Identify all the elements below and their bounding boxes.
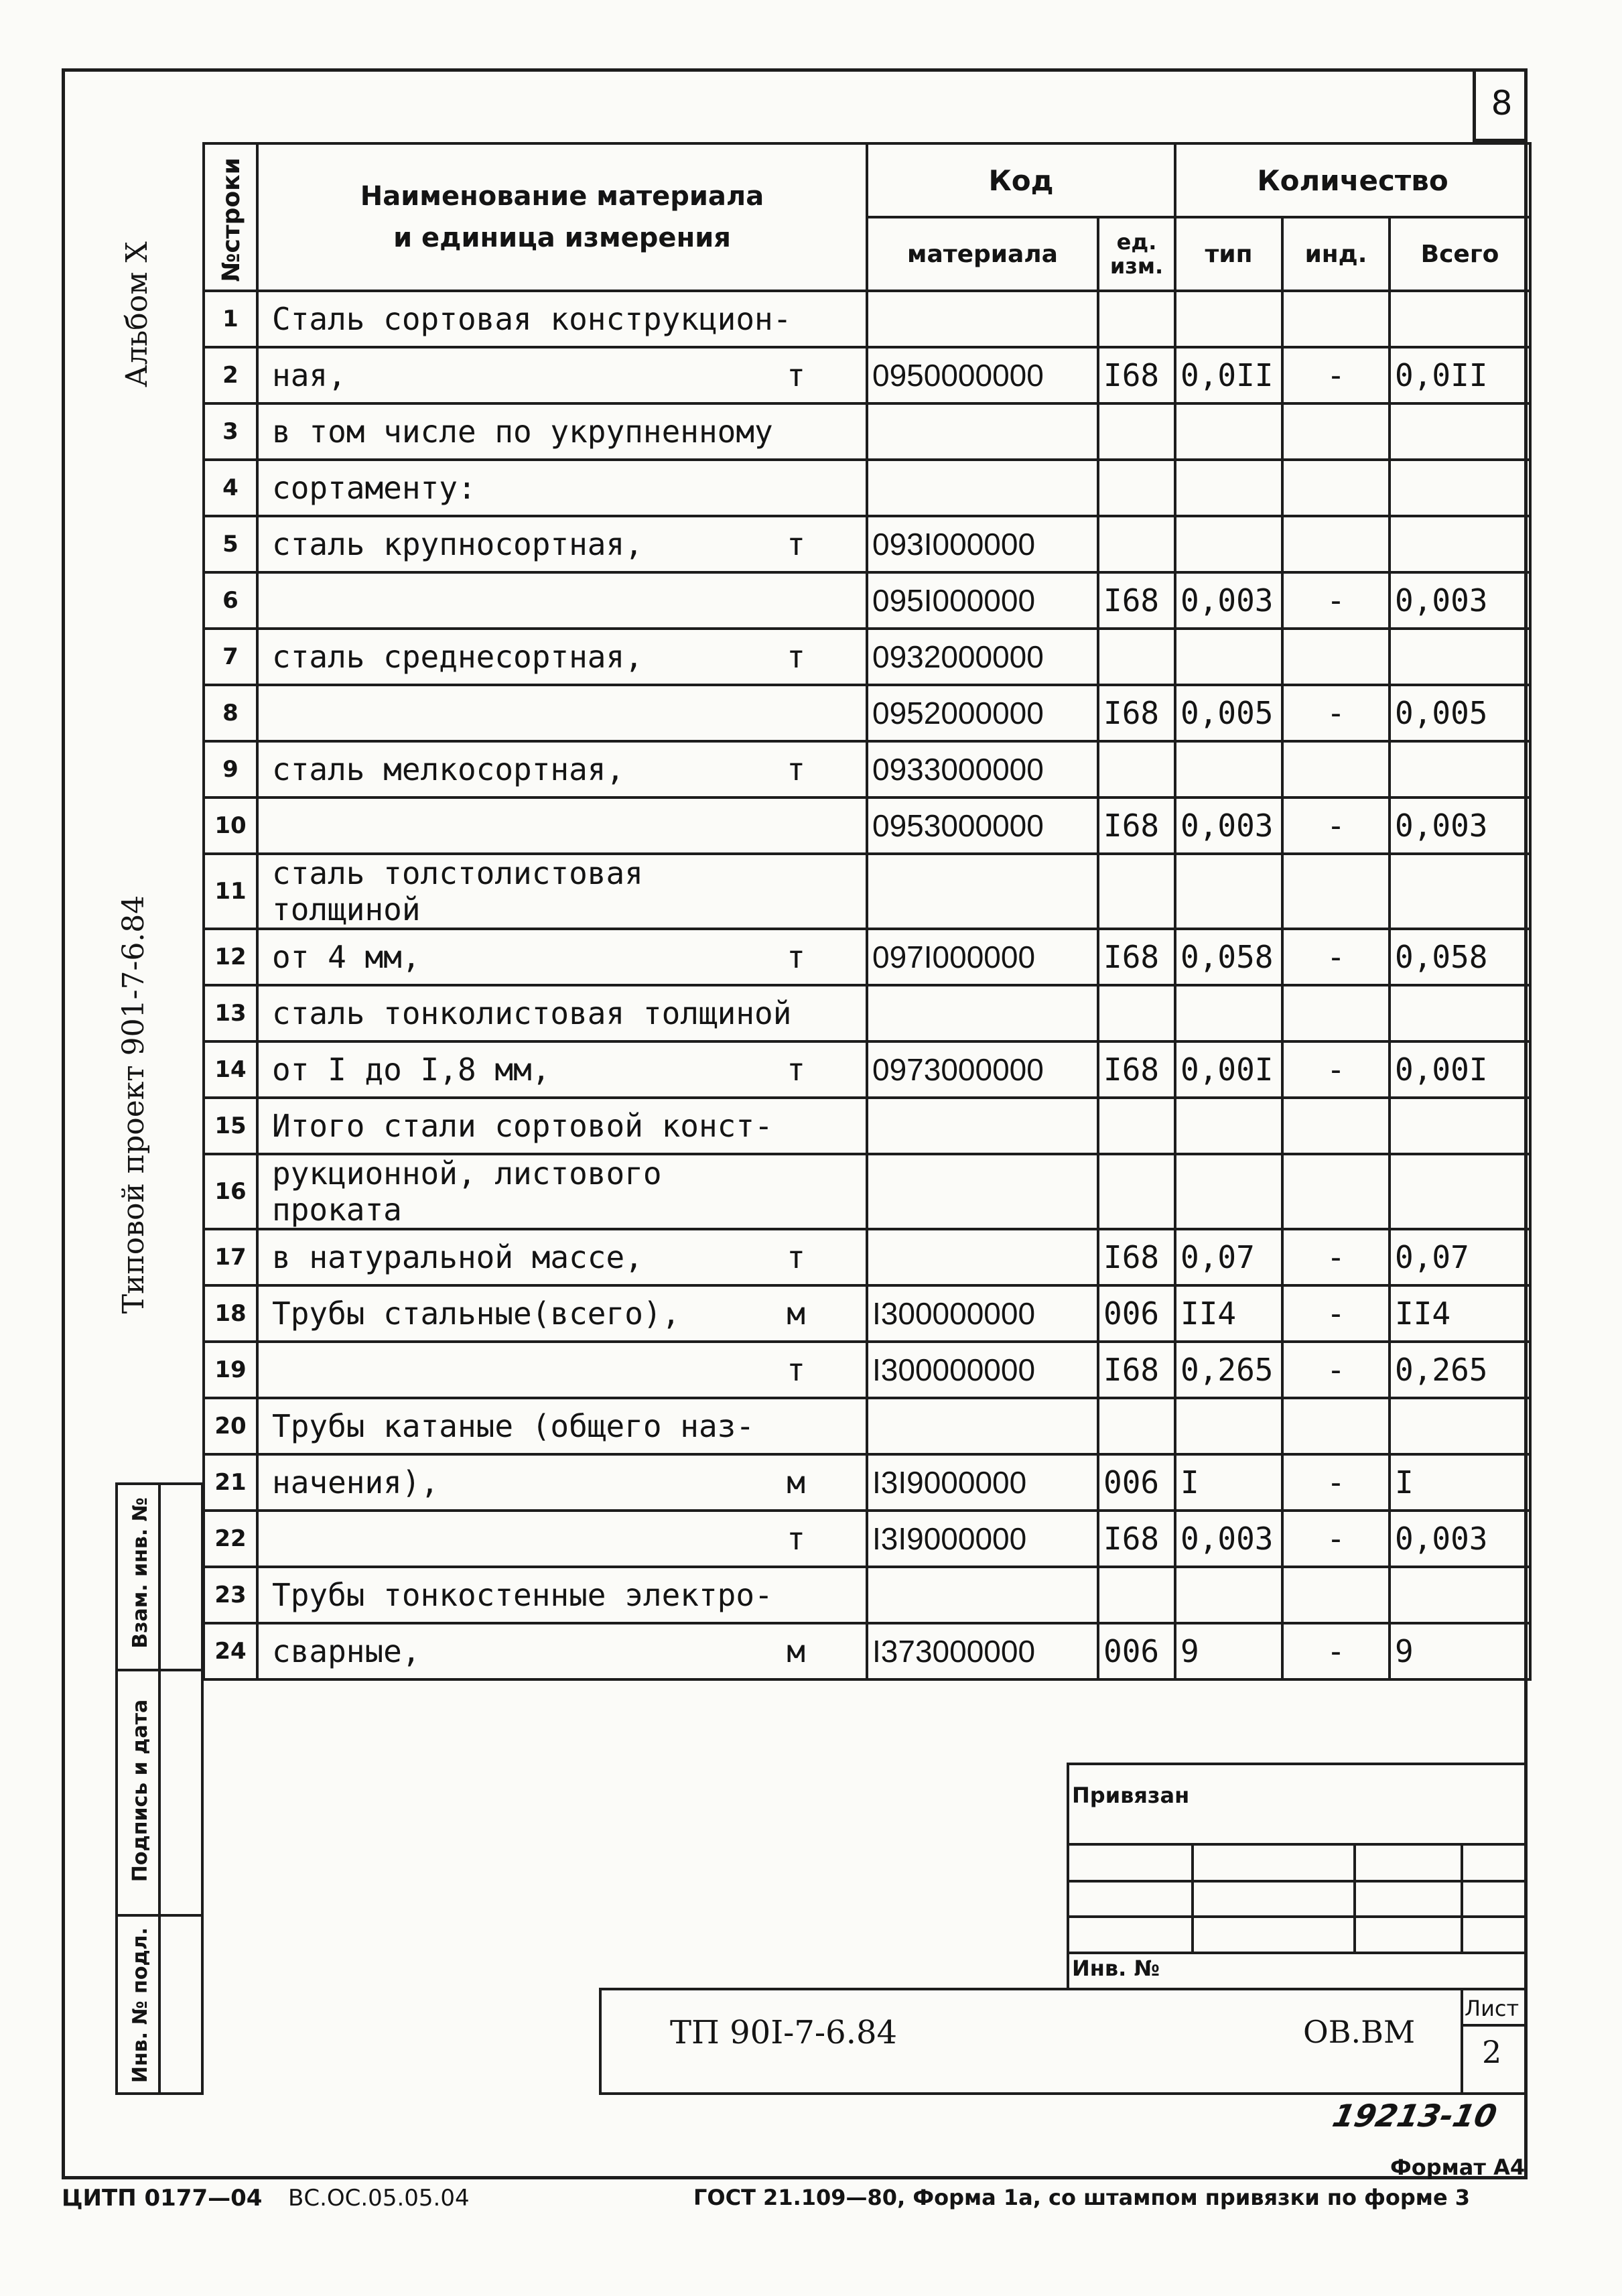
material-name xyxy=(257,347,867,403)
tip-header: тип xyxy=(1175,217,1282,291)
table-row xyxy=(204,629,1530,685)
project-label: Типовой проект 901-7-6.84 xyxy=(117,895,151,1314)
quantity-tip: 0,058 xyxy=(1175,929,1282,985)
material-name xyxy=(257,629,867,685)
quantity-ind xyxy=(1282,741,1390,798)
podpis-label: Подпись и дата xyxy=(129,1699,152,1883)
material-name-text: сталь крупносортная, xyxy=(272,526,643,562)
row-number: 2 xyxy=(204,347,257,403)
row-number: 7 xyxy=(204,629,257,685)
material-name xyxy=(257,1098,867,1154)
material-code xyxy=(867,1154,1098,1229)
quantity-tip: 0,003 xyxy=(1175,798,1282,854)
quantity-tip xyxy=(1175,291,1282,347)
material-unit-text: т xyxy=(787,939,805,975)
row-number: 17 xyxy=(204,1229,257,1285)
inv-no-label: Инв. № xyxy=(1072,1956,1160,1981)
material-name-text: сталь толстолистовая толщиной xyxy=(272,855,643,928)
quantity-tip xyxy=(1175,516,1282,572)
quantity-tip xyxy=(1175,1154,1282,1229)
title-block-divider xyxy=(1461,2024,1528,2027)
row-number: 22 xyxy=(204,1511,257,1567)
name-header: Наименование материала и единица измерения xyxy=(257,143,867,291)
table-row xyxy=(204,1285,1530,1342)
quantity-total xyxy=(1390,460,1530,516)
quantity-total xyxy=(1390,403,1530,460)
quantity-ind: - xyxy=(1282,1041,1390,1098)
row-number: 4 xyxy=(204,460,257,516)
unit-code: I68 xyxy=(1098,347,1175,403)
table-row xyxy=(204,347,1530,403)
quantity-ind: - xyxy=(1282,798,1390,854)
unit-code: 006 xyxy=(1098,1454,1175,1511)
quantity-total: 0,058 xyxy=(1390,929,1530,985)
material-name xyxy=(257,403,867,460)
material-name xyxy=(257,460,867,516)
materials-table xyxy=(202,142,1532,1681)
format-label: Формат А4 xyxy=(1390,2155,1526,2180)
material-name-text: от I до I,8 мм, xyxy=(272,1051,551,1088)
material-name xyxy=(257,1454,867,1511)
quantity-ind: - xyxy=(1282,1454,1390,1511)
unit-header: ед. изм. xyxy=(1098,217,1175,291)
quantity-total xyxy=(1390,1398,1530,1454)
material-code: 095I000000 xyxy=(867,572,1098,629)
material-name-text: сталь мелкосортная, xyxy=(272,751,625,787)
material-unit-text: т xyxy=(787,1239,805,1275)
album-label: Альбом Х xyxy=(120,241,154,387)
material-code-header: материала xyxy=(867,217,1098,291)
table-row xyxy=(204,1511,1530,1567)
material-code xyxy=(867,460,1098,516)
row-number: 6 xyxy=(204,572,257,629)
quantity-tip: 0,003 xyxy=(1175,572,1282,629)
quantity-total xyxy=(1390,629,1530,685)
quantity-tip xyxy=(1175,460,1282,516)
document-code: ТП 90I-7-6.84 xyxy=(670,2014,898,2051)
row-number: 13 xyxy=(204,985,257,1041)
row-number: 11 xyxy=(204,854,257,929)
material-unit-text: м xyxy=(787,1295,805,1332)
unit-code xyxy=(1098,516,1175,572)
material-unit-text: м xyxy=(787,1464,805,1501)
total-header: Всего xyxy=(1390,217,1530,291)
material-code xyxy=(867,985,1098,1041)
table-row xyxy=(204,685,1530,741)
material-name-text: начения), xyxy=(272,1464,440,1501)
quantity-tip: 0,003 xyxy=(1175,1511,1282,1567)
material-name xyxy=(257,1511,867,1567)
table-row xyxy=(204,403,1530,460)
code-header: Код xyxy=(867,143,1175,217)
quantity-tip: I xyxy=(1175,1454,1282,1511)
material-name-text: в натуральной массе, xyxy=(272,1239,643,1275)
unit-code: I68 xyxy=(1098,1342,1175,1398)
quantity-total xyxy=(1390,516,1530,572)
material-code: I300000000 xyxy=(867,1285,1098,1342)
quantity-tip xyxy=(1175,854,1282,929)
row-number: 10 xyxy=(204,798,257,854)
quantity-tip xyxy=(1175,1567,1282,1623)
stamp-line xyxy=(1353,1843,1356,1952)
material-name-text: сталь среднесортная, xyxy=(272,639,643,675)
privyazan-label: Привязан xyxy=(1072,1783,1190,1808)
material-name xyxy=(257,1229,867,1285)
quantity-ind xyxy=(1282,460,1390,516)
quantity-tip xyxy=(1175,1098,1282,1154)
unit-code: 006 xyxy=(1098,1285,1175,1342)
material-name-text: сортаменту: xyxy=(272,470,476,506)
material-name-text: Трубы тонкостенные электро- xyxy=(272,1577,773,1613)
material-name xyxy=(257,985,867,1041)
sheet-label: Лист xyxy=(1465,1996,1519,2021)
table-row xyxy=(204,1098,1530,1154)
unit-code: 006 xyxy=(1098,1623,1175,1679)
vzam-inv-label: Взам. инв. № xyxy=(129,1497,152,1649)
material-name xyxy=(257,854,867,929)
quantity-total xyxy=(1390,1098,1530,1154)
table-row xyxy=(204,291,1530,347)
quantity-total: 0,265 xyxy=(1390,1342,1530,1398)
page-number: 8 xyxy=(1473,68,1528,142)
row-number: 3 xyxy=(204,403,257,460)
stamp-line xyxy=(1067,1843,1528,1846)
quantity-total: 0,07 xyxy=(1390,1229,1530,1285)
unit-code: I68 xyxy=(1098,798,1175,854)
material-code: 0952000000 xyxy=(867,685,1098,741)
quantity-total: 0,003 xyxy=(1390,572,1530,629)
material-code xyxy=(867,1229,1098,1285)
row-number: 19 xyxy=(204,1342,257,1398)
unit-code: I68 xyxy=(1098,929,1175,985)
material-code: I3I9000000 xyxy=(867,1511,1098,1567)
quantity-total: I xyxy=(1390,1454,1530,1511)
quantity-tip: 0,005 xyxy=(1175,685,1282,741)
material-code xyxy=(867,1098,1098,1154)
quantity-total xyxy=(1390,291,1530,347)
quantity-ind: - xyxy=(1282,929,1390,985)
quantity-ind xyxy=(1282,291,1390,347)
material-name xyxy=(257,685,867,741)
quantity-tip: II4 xyxy=(1175,1285,1282,1342)
quantity-tip: 0,07 xyxy=(1175,1229,1282,1285)
material-name xyxy=(257,291,867,347)
row-number: 1 xyxy=(204,291,257,347)
material-code: 0950000000 xyxy=(867,347,1098,403)
material-name xyxy=(257,1154,867,1229)
material-code: 097I000000 xyxy=(867,929,1098,985)
material-name-text: сталь тонколистовая толщиной xyxy=(272,995,792,1031)
quantity-tip xyxy=(1175,985,1282,1041)
material-name xyxy=(257,516,867,572)
material-code: 0932000000 xyxy=(867,629,1098,685)
quantity-total: 0,00I xyxy=(1390,1041,1530,1098)
unit-code xyxy=(1098,629,1175,685)
handwritten-number: 19213-10 xyxy=(1329,2098,1500,2134)
material-name-text: рукционной, листового проката xyxy=(272,1155,662,1228)
table-row xyxy=(204,798,1530,854)
material-unit-text: м xyxy=(787,1633,805,1669)
footer-right: ГОСТ 21.109—80, Форма 1а, со штампом привязки по форме 3 xyxy=(693,2185,1471,2210)
row-number: 23 xyxy=(204,1567,257,1623)
row-number: 14 xyxy=(204,1041,257,1098)
material-name xyxy=(257,798,867,854)
material-unit-text: т xyxy=(787,1521,805,1557)
material-code: I3I9000000 xyxy=(867,1454,1098,1511)
table-row xyxy=(204,1229,1530,1285)
quantity-ind xyxy=(1282,629,1390,685)
quantity-total xyxy=(1390,1154,1530,1229)
material-code xyxy=(867,291,1098,347)
unit-code: I68 xyxy=(1098,572,1175,629)
quantity-total: 0,005 xyxy=(1390,685,1530,741)
quantity-total: 0,0II xyxy=(1390,347,1530,403)
stamp-line xyxy=(1067,1915,1528,1918)
unit-code xyxy=(1098,403,1175,460)
material-name-text: сварные, xyxy=(272,1633,421,1669)
quantity-ind xyxy=(1282,1154,1390,1229)
material-name-text: Трубы катаные (общего наз- xyxy=(272,1408,755,1444)
material-unit-text: т xyxy=(787,639,805,675)
unit-code xyxy=(1098,1567,1175,1623)
ind-header: инд. xyxy=(1282,217,1390,291)
quantity-total xyxy=(1390,854,1530,929)
quantity-total: 0,003 xyxy=(1390,1511,1530,1567)
unit-code xyxy=(1098,985,1175,1041)
material-name xyxy=(257,1041,867,1098)
quantity-tip xyxy=(1175,629,1282,685)
material-code: I373000000 xyxy=(867,1623,1098,1679)
material-unit-text: т xyxy=(787,751,805,787)
table-row xyxy=(204,516,1530,572)
table-row xyxy=(204,854,1530,929)
unit-code: I68 xyxy=(1098,1041,1175,1098)
row-number: 21 xyxy=(204,1454,257,1511)
row-number: 20 xyxy=(204,1398,257,1454)
material-name xyxy=(257,572,867,629)
material-name xyxy=(257,929,867,985)
material-name-text: в том числе по укрупненному xyxy=(272,413,773,450)
inv-podl-label: Инв. № подл. xyxy=(129,1927,152,2084)
quantity-tip xyxy=(1175,741,1282,798)
unit-code xyxy=(1098,854,1175,929)
row-number: 18 xyxy=(204,1285,257,1342)
unit-code xyxy=(1098,291,1175,347)
table-row xyxy=(204,572,1530,629)
table-row xyxy=(204,1567,1530,1623)
quantity-header: Количество xyxy=(1175,143,1530,217)
footer-middle: ВС.ОС.05.05.04 xyxy=(288,2185,470,2212)
material-name-text: Итого стали сортовой конст- xyxy=(272,1108,773,1144)
row-number: 12 xyxy=(204,929,257,985)
material-name-text: Трубы стальные(всего), xyxy=(272,1295,681,1332)
material-code xyxy=(867,403,1098,460)
table-row xyxy=(204,985,1530,1041)
quantity-tip: 0,0II xyxy=(1175,347,1282,403)
row-number: 9 xyxy=(204,741,257,798)
material-name xyxy=(257,1623,867,1679)
quantity-total: 9 xyxy=(1390,1623,1530,1679)
quantity-ind xyxy=(1282,985,1390,1041)
row-number: 24 xyxy=(204,1623,257,1679)
table-row xyxy=(204,929,1530,985)
unit-code xyxy=(1098,460,1175,516)
quantity-tip: 9 xyxy=(1175,1623,1282,1679)
quantity-ind xyxy=(1282,1398,1390,1454)
unit-code: I68 xyxy=(1098,1229,1175,1285)
row-number: 16 xyxy=(204,1154,257,1229)
material-unit-text: т xyxy=(787,1051,805,1088)
row-number: 8 xyxy=(204,685,257,741)
material-name xyxy=(257,1342,867,1398)
table-row xyxy=(204,1623,1530,1679)
table-row xyxy=(204,1342,1530,1398)
stamp-line xyxy=(1067,1880,1528,1883)
material-name-text: от 4 мм, xyxy=(272,939,421,975)
title-block-divider xyxy=(1461,1988,1463,2095)
material-unit-text: т xyxy=(787,526,805,562)
quantity-total: II4 xyxy=(1390,1285,1530,1342)
material-name xyxy=(257,741,867,798)
material-code: I300000000 xyxy=(867,1342,1098,1398)
quantity-tip xyxy=(1175,1398,1282,1454)
quantity-ind: - xyxy=(1282,1511,1390,1567)
material-name xyxy=(257,1567,867,1623)
table-row xyxy=(204,741,1530,798)
stamp-line xyxy=(1191,1843,1194,1952)
stamp-line xyxy=(1067,1952,1528,1954)
material-unit-text: т xyxy=(787,1352,805,1388)
quantity-ind xyxy=(1282,1567,1390,1623)
row-number: 15 xyxy=(204,1098,257,1154)
material-code: 0953000000 xyxy=(867,798,1098,854)
quantity-total xyxy=(1390,985,1530,1041)
material-code xyxy=(867,1567,1098,1623)
document-mark: ОВ.ВМ xyxy=(1303,2014,1416,2050)
quantity-ind: - xyxy=(1282,685,1390,741)
unit-code xyxy=(1098,1398,1175,1454)
material-code: 0973000000 xyxy=(867,1041,1098,1098)
table-row xyxy=(204,1154,1530,1229)
quantity-ind: - xyxy=(1282,572,1390,629)
unit-code: I68 xyxy=(1098,1511,1175,1567)
material-name xyxy=(257,1285,867,1342)
stamp-line xyxy=(1461,1843,1463,1952)
table-row xyxy=(204,1398,1530,1454)
material-unit-text: т xyxy=(787,357,805,393)
material-code xyxy=(867,1398,1098,1454)
material-name-text: ная, xyxy=(272,357,346,393)
table-row xyxy=(204,1454,1530,1511)
footer-left: ЦИТП 0177—04 xyxy=(62,2185,263,2212)
material-code xyxy=(867,854,1098,929)
quantity-tip xyxy=(1175,403,1282,460)
quantity-tip: 0,265 xyxy=(1175,1342,1282,1398)
material-code: 0933000000 xyxy=(867,741,1098,798)
quantity-tip: 0,00I xyxy=(1175,1041,1282,1098)
quantity-ind: - xyxy=(1282,1229,1390,1285)
table-row xyxy=(204,460,1530,516)
sheet-number: 2 xyxy=(1482,2034,1502,2070)
table-row xyxy=(204,1041,1530,1098)
material-name-text: Сталь сортовая конструкцион- xyxy=(272,301,792,337)
unit-code xyxy=(1098,1098,1175,1154)
unit-code: I68 xyxy=(1098,685,1175,741)
quantity-ind xyxy=(1282,854,1390,929)
quantity-ind: - xyxy=(1282,347,1390,403)
quantity-ind: - xyxy=(1282,1623,1390,1679)
unit-code xyxy=(1098,741,1175,798)
material-name xyxy=(257,1398,867,1454)
quantity-ind: - xyxy=(1282,1285,1390,1342)
row-number: 5 xyxy=(204,516,257,572)
quantity-ind xyxy=(1282,516,1390,572)
side-stamp-divider xyxy=(158,1482,161,2095)
row-number-header: №строки xyxy=(204,143,257,291)
unit-code xyxy=(1098,1154,1175,1229)
quantity-ind xyxy=(1282,1098,1390,1154)
material-code: 093I000000 xyxy=(867,516,1098,572)
quantity-total xyxy=(1390,1567,1530,1623)
quantity-ind xyxy=(1282,403,1390,460)
quantity-total: 0,003 xyxy=(1390,798,1530,854)
quantity-ind: - xyxy=(1282,1342,1390,1398)
quantity-total xyxy=(1390,741,1530,798)
